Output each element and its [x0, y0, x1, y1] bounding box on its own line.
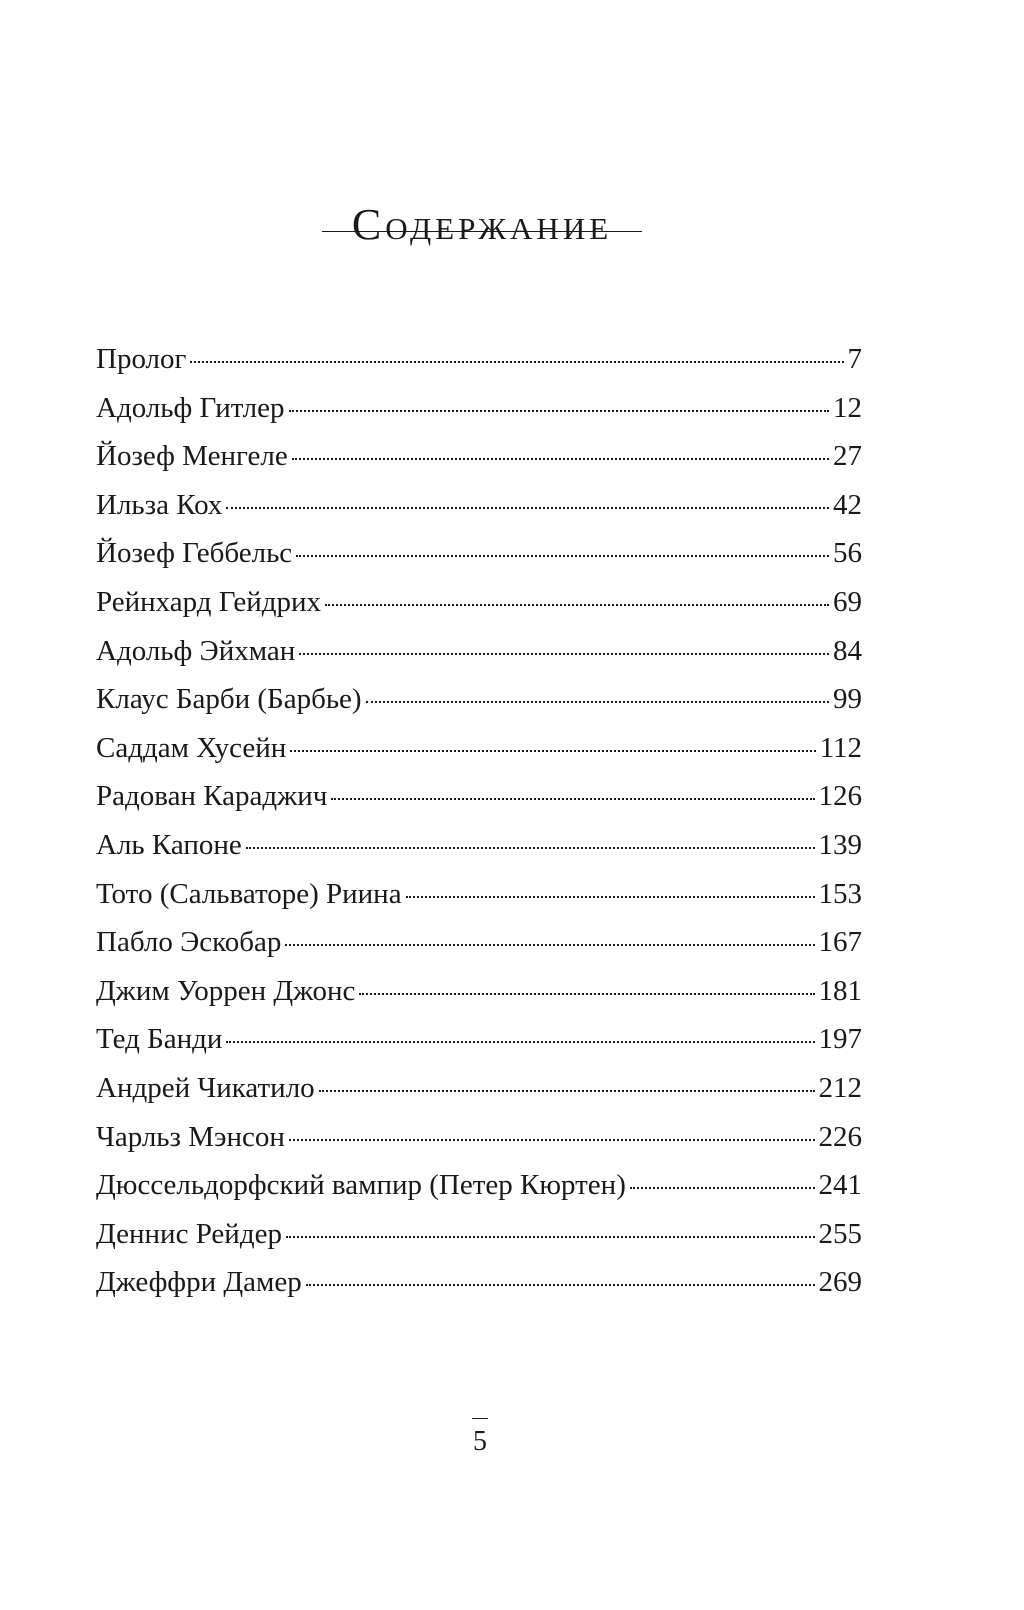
toc-entry: [96, 1210, 862, 1259]
toc-entry: [96, 335, 862, 384]
toc-entry-title: Чарльз Мэнсон: [96, 1120, 285, 1153]
toc-entry: [96, 432, 862, 481]
toc-entry-title: Саддам Хусейн: [96, 731, 287, 764]
toc-entry: [96, 870, 862, 919]
toc-entry-page-number: 139: [818, 828, 862, 861]
toc-entry-page-number: 255: [818, 1217, 862, 1250]
toc-entry-page-number: 126: [818, 780, 862, 813]
dot-leader: [299, 653, 829, 655]
toc-entry-page-number: 269: [818, 1266, 862, 1299]
toc-entry-title: Адольф Эйхман: [96, 634, 296, 667]
dot-leader: [286, 1236, 815, 1238]
dot-leader: [306, 1284, 815, 1286]
toc-entry: [96, 1161, 862, 1210]
toc-entry: [96, 1064, 862, 1113]
toc-entry-page-number: 226: [818, 1120, 862, 1153]
toc-entry-title: Тед Банди: [96, 1023, 223, 1056]
toc-entry: [96, 821, 862, 870]
toc-entry: [96, 627, 862, 676]
dot-leader: [290, 750, 815, 752]
toc-entry-title: Джим Уоррен Джонс: [96, 974, 356, 1007]
toc-entry: [96, 1113, 862, 1162]
dot-leader: [325, 604, 829, 606]
dot-leader: [296, 555, 829, 557]
dot-leader: [190, 361, 843, 363]
toc-entry: [96, 918, 862, 967]
toc-entry-page-number: 212: [818, 1071, 862, 1104]
toc-entry-page-number: 84: [833, 634, 862, 667]
toc-entry-title: Аль Капоне: [96, 828, 242, 861]
toc-entry-page-number: 99: [833, 683, 862, 716]
page-number: 5: [473, 1426, 487, 1457]
dot-leader: [406, 896, 815, 898]
toc-entry-page-number: 56: [833, 537, 862, 570]
toc-entry: [96, 967, 862, 1016]
toc-entry: [96, 724, 862, 773]
dot-leader: [246, 847, 815, 849]
toc-entry-page-number: 181: [818, 974, 862, 1007]
dot-leader: [319, 1090, 815, 1092]
toc-entry-title: Рейнхард Гейдрих: [96, 585, 321, 618]
toc-entry-page-number: 153: [818, 877, 862, 910]
toc-entry-page-number: 69: [833, 585, 862, 618]
toc-entry-title: Адольф Гитлер: [96, 391, 285, 424]
toc-entry: [96, 578, 862, 627]
dot-leader: [289, 1139, 815, 1141]
toc-entry-page-number: 12: [833, 391, 862, 424]
toc-entry-page-number: 167: [818, 926, 862, 959]
dot-leader: [226, 507, 829, 509]
dot-leader: [359, 993, 814, 995]
dot-leader: [289, 410, 829, 412]
toc-entry-page-number: 7: [847, 343, 862, 375]
toc-entry: [96, 529, 862, 578]
toc-entry: [96, 1015, 862, 1064]
toc-entry: [96, 1258, 862, 1307]
toc-entry-title: Пабло Эскобар: [96, 926, 282, 959]
toc-entry: [96, 481, 862, 530]
toc-entry-title: Пролог: [96, 343, 187, 375]
dot-leader: [366, 701, 829, 703]
toc-entry-page-number: 42: [833, 488, 862, 521]
toc-entry-title: Йозеф Менгеле: [96, 440, 288, 473]
toc-entry-page-number: 197: [818, 1023, 862, 1056]
dot-leader: [226, 1041, 814, 1043]
toc-entry-page-number: 112: [819, 731, 862, 764]
toc-entry-page-number: 241: [818, 1169, 862, 1202]
folio-rule: [472, 1418, 488, 1419]
toc-entry-title: Деннис Рейдер: [96, 1217, 282, 1250]
toc-entry-title: Радован Караджич: [96, 780, 328, 813]
dot-leader: [292, 458, 829, 460]
toc-entry-title: Андрей Чикатило: [96, 1071, 315, 1104]
title-underline: [322, 231, 642, 232]
dot-leader: [630, 1187, 815, 1189]
toc-entry: [96, 384, 862, 433]
toc-entry-title: Дюссельдорфский вампир (Петер Кюртен): [96, 1169, 626, 1202]
toc-entry-title: Ильза Кох: [96, 488, 223, 521]
toc-entry: [96, 772, 862, 821]
page-title: Содержание: [351, 200, 613, 250]
toc-entry-title: Йозеф Геббельс: [96, 537, 293, 570]
toc-entry-title: Тото (Сальваторе) Риина: [96, 877, 402, 910]
dot-leader: [285, 944, 814, 946]
table-of-contents: [96, 335, 862, 1307]
toc-entry-page-number: 27: [833, 440, 862, 473]
dot-leader: [331, 798, 814, 800]
toc-entry: [96, 675, 862, 724]
toc-entry-title: Джеффри Дамер: [96, 1266, 302, 1299]
toc-entry-title: Клаус Барби (Барбье): [96, 683, 362, 716]
